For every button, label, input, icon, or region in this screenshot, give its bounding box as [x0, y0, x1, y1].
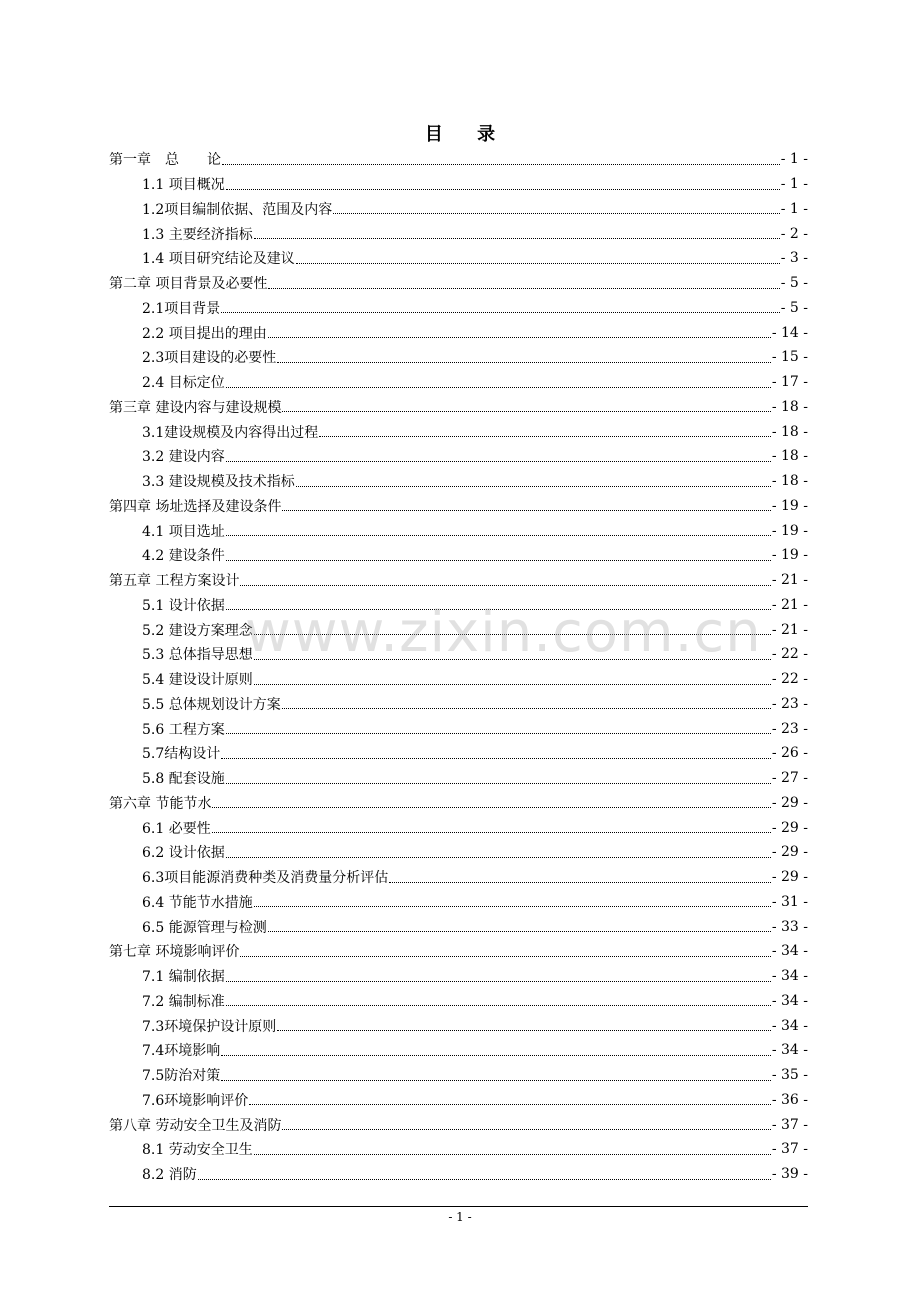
toc-entry-label: 第七章 环境影响评价	[109, 944, 240, 961]
toc-dot-leader	[254, 237, 780, 239]
toc-section-row[interactable]	[109, 172, 808, 197]
toc-entry-page: - 29 -	[771, 869, 808, 886]
toc-entry-page: - 19 -	[771, 497, 808, 514]
toc-section-row[interactable]	[109, 964, 808, 989]
toc-dot-leader	[221, 311, 779, 313]
toc-dot-leader	[226, 386, 771, 388]
toc-entry-label: 8.1 劳动安全卫生	[142, 1142, 253, 1159]
toc-section-row[interactable]	[109, 617, 808, 642]
toc-entry-label: 5.4 建设设计原则	[142, 672, 253, 689]
toc-section-row[interactable]	[109, 419, 808, 444]
toc-dot-leader	[254, 905, 771, 907]
toc-entry-label: 5.5 总体规划设计方案	[142, 696, 281, 713]
toc-entry-page: - 37 -	[771, 1116, 808, 1133]
toc-entry-page: - 23 -	[771, 720, 808, 737]
page-title: 目 录	[424, 124, 510, 145]
toc-section-row[interactable]	[109, 1137, 808, 1162]
toc-entry-label: 7.1 编制依据	[142, 969, 225, 986]
toc-chapter-row[interactable]	[109, 1112, 808, 1137]
toc-dot-leader	[277, 1029, 771, 1031]
toc-entry-label: 1.2项目编制依据、范围及内容	[142, 201, 333, 218]
toc-entry-page: - 1 -	[780, 176, 808, 193]
toc-entry-label: 8.2 消防	[142, 1167, 197, 1184]
toc-section-row[interactable]	[109, 593, 808, 618]
toc-entry-page: - 5 -	[780, 299, 808, 316]
toc-entry-page: - 19 -	[771, 522, 808, 539]
toc-entry-label: 第五章 工程方案设计	[109, 573, 240, 590]
toc-dot-leader	[226, 608, 771, 610]
toc-dot-leader	[333, 212, 779, 214]
toc-dot-leader	[240, 584, 770, 586]
toc-section-row[interactable]	[109, 469, 808, 494]
toc-chapter-row[interactable]	[109, 939, 808, 964]
toc-section-row[interactable]	[109, 766, 808, 791]
toc-entry-label: 1.1 项目概况	[142, 177, 225, 194]
toc-dot-leader	[254, 1153, 771, 1155]
toc-dot-leader	[226, 980, 771, 982]
toc-entry-page: - 23 -	[771, 695, 808, 712]
toc-dot-leader	[254, 683, 771, 685]
toc-dot-leader	[221, 757, 771, 759]
toc-entry-label: 3.1建设规模及内容得出过程	[142, 424, 319, 441]
toc-entry-page: - 36 -	[771, 1091, 808, 1108]
toc-entry-label: 第二章 项目背景及必要性	[109, 276, 268, 293]
toc-chapter-row[interactable]	[109, 791, 808, 816]
toc-entry-page: - 22 -	[771, 671, 808, 688]
toc-dot-leader	[226, 856, 771, 858]
toc-entry-page: - 26 -	[771, 745, 808, 762]
toc-section-row[interactable]	[109, 370, 808, 395]
toc-dot-leader	[226, 460, 771, 462]
toc-dot-leader	[226, 188, 780, 190]
toc-section-row[interactable]	[109, 1088, 808, 1113]
toc-dot-leader	[277, 361, 771, 363]
toc-entry-page: - 17 -	[771, 374, 808, 391]
toc-dot-leader	[222, 163, 780, 165]
toc-entry-page: - 27 -	[771, 770, 808, 787]
toc-section-row[interactable]	[109, 320, 808, 345]
toc-entry-label: 第四章 场址选择及建设条件	[109, 498, 282, 515]
toc-entry-label: 3.2 建设内容	[142, 449, 225, 466]
toc-entry-label: 2.3项目建设的必要性	[142, 350, 277, 367]
toc-chapter-row[interactable]	[109, 568, 808, 593]
toc-entry-label: 5.6 工程方案	[142, 721, 225, 738]
toc-entry-label: 7.4环境影响	[142, 1043, 221, 1060]
toc-entry-page: - 34 -	[771, 943, 808, 960]
toc-entry-label: 6.2 设计依据	[142, 845, 225, 862]
toc-chapter-row[interactable]	[109, 147, 808, 172]
toc-entry-page: - 19 -	[771, 547, 808, 564]
toc-entry-label: 4.2 建设条件	[142, 548, 225, 565]
toc-entry-label: 1.4 项目研究结论及建议	[142, 251, 295, 268]
footer-page-number: - 1 -	[448, 1210, 472, 1224]
toc-entry-page: - 18 -	[771, 423, 808, 440]
toc-entry-page: - 29 -	[771, 844, 808, 861]
toc-dot-leader	[226, 782, 771, 784]
toc-entry-label: 7.3环境保护设计原则	[142, 1018, 277, 1035]
toc-entry-page: - 29 -	[771, 819, 808, 836]
toc-entry-page: - 34 -	[771, 968, 808, 985]
toc-dot-leader	[296, 485, 771, 487]
toc-dot-leader	[226, 1004, 771, 1006]
toc-entry-label: 5.7结构设计	[142, 746, 221, 763]
toc-entry-label: 6.1 必要性	[142, 820, 211, 837]
toc-entry-page: - 29 -	[771, 794, 808, 811]
toc-chapter-row[interactable]	[109, 395, 808, 420]
toc-entry-label: 7.6环境影响评价	[142, 1092, 249, 1109]
toc-section-row[interactable]	[109, 296, 808, 321]
toc-entry-page: - 18 -	[771, 473, 808, 490]
toc-entry-label: 1.3 主要经济指标	[142, 226, 253, 243]
toc-dot-leader	[221, 1054, 771, 1056]
toc-section-row[interactable]	[109, 716, 808, 741]
toc-entry-page: - 18 -	[771, 448, 808, 465]
toc-section-row[interactable]	[109, 989, 808, 1014]
toc-dot-leader	[296, 262, 780, 264]
toc-entry-page: - 1 -	[780, 200, 808, 217]
toc-dot-leader	[319, 435, 771, 437]
toc-section-row[interactable]	[109, 865, 808, 890]
toc-section-row[interactable]	[109, 741, 808, 766]
toc-section-row[interactable]	[109, 197, 808, 222]
toc-section-row[interactable]	[109, 221, 808, 246]
table-of-contents	[109, 147, 808, 1187]
toc-section-row[interactable]	[109, 667, 808, 692]
toc-section-row[interactable]	[109, 1063, 808, 1088]
toc-entry-page: - 37 -	[771, 1141, 808, 1158]
toc-section-row[interactable]	[109, 1013, 808, 1038]
toc-entry-label: 2.4 目标定位	[142, 375, 225, 392]
toc-section-row[interactable]	[109, 1038, 808, 1063]
toc-dot-leader	[249, 1103, 771, 1105]
toc-section-row[interactable]	[109, 1162, 808, 1187]
toc-entry-page: - 21 -	[771, 621, 808, 638]
toc-entry-label: 第六章 节能节水	[109, 795, 212, 812]
watermark: www.zixin.com.cn	[245, 600, 762, 665]
toc-entry-label: 6.5 能源管理与检测	[142, 919, 267, 936]
toc-entry-page: - 3 -	[780, 250, 808, 267]
toc-section-row[interactable]	[109, 543, 808, 568]
toc-entry-page: - 18 -	[771, 398, 808, 415]
toc-entry-label: 7.5防治对策	[142, 1068, 221, 1085]
toc-entry-label: 5.3 总体指导思想	[142, 647, 253, 664]
toc-entry-label: 4.1 项目选址	[142, 523, 225, 540]
toc-entry-label: 2.2 项目提出的理由	[142, 325, 267, 342]
toc-entry-page: - 15 -	[771, 349, 808, 366]
toc-section-row[interactable]	[109, 914, 808, 939]
toc-entry-page: - 22 -	[771, 646, 808, 663]
toc-section-row[interactable]	[109, 246, 808, 271]
toc-dot-leader	[254, 658, 771, 660]
toc-dot-leader	[282, 1128, 770, 1130]
toc-section-row[interactable]	[109, 890, 808, 915]
toc-entry-label: 6.4 节能节水措施	[142, 894, 253, 911]
toc-section-row[interactable]	[109, 815, 808, 840]
toc-section-row[interactable]	[109, 444, 808, 469]
toc-dot-leader	[226, 534, 771, 536]
toc-section-row[interactable]	[109, 518, 808, 543]
toc-section-row[interactable]	[109, 840, 808, 865]
toc-entry-label: 3.3 建设规模及技术指标	[142, 474, 295, 491]
toc-entry-page: - 39 -	[771, 1166, 808, 1183]
toc-entry-page: - 14 -	[771, 324, 808, 341]
toc-dot-leader	[198, 1178, 771, 1180]
toc-dot-leader	[282, 509, 770, 511]
toc-entry-page: - 35 -	[771, 1067, 808, 1084]
toc-dot-leader	[268, 287, 779, 289]
toc-entry-label: 7.2 编制标准	[142, 993, 225, 1010]
toc-entry-label: 第一章 总 论	[109, 152, 221, 169]
toc-entry-page: - 5 -	[780, 275, 808, 292]
toc-chapter-row[interactable]	[109, 494, 808, 519]
toc-entry-label: 第三章 建设内容与建设规模	[109, 399, 282, 416]
toc-dot-leader	[268, 336, 771, 338]
toc-entry-page: - 31 -	[771, 893, 808, 910]
toc-dot-leader	[226, 559, 771, 561]
toc-entry-label: 2.1项目背景	[142, 300, 221, 317]
toc-dot-leader	[226, 732, 771, 734]
toc-entry-page: - 34 -	[771, 1017, 808, 1034]
toc-dot-leader	[389, 881, 771, 883]
toc-chapter-row[interactable]	[109, 271, 808, 296]
footer-divider	[109, 1206, 808, 1207]
toc-entry-label: 5.1 设计依据	[142, 597, 225, 614]
toc-entry-page: - 1 -	[780, 151, 808, 168]
toc-entry-page: - 33 -	[771, 918, 808, 935]
toc-dot-leader	[282, 410, 770, 412]
toc-dot-leader	[254, 633, 771, 635]
toc-entry-page: - 21 -	[771, 572, 808, 589]
toc-entry-label: 第八章 劳动安全卫生及消防	[109, 1117, 282, 1134]
toc-dot-leader	[268, 930, 771, 932]
toc-entry-page: - 34 -	[771, 992, 808, 1009]
toc-entry-page: - 21 -	[771, 596, 808, 613]
toc-dot-leader	[221, 1079, 771, 1081]
toc-entry-label: 6.3项目能源消费种类及消费量分析评估	[142, 870, 389, 887]
toc-section-row[interactable]	[109, 345, 808, 370]
toc-dot-leader	[240, 955, 770, 957]
toc-dot-leader	[212, 831, 771, 833]
toc-section-row[interactable]	[109, 642, 808, 667]
toc-entry-label: 5.2 建设方案理念	[142, 622, 253, 639]
toc-section-row[interactable]	[109, 692, 808, 717]
toc-dot-leader	[212, 806, 770, 808]
toc-entry-page: - 34 -	[771, 1042, 808, 1059]
toc-entry-page: - 2 -	[780, 225, 808, 242]
toc-entry-label: 5.8 配套设施	[142, 771, 225, 788]
toc-dot-leader	[282, 707, 771, 709]
